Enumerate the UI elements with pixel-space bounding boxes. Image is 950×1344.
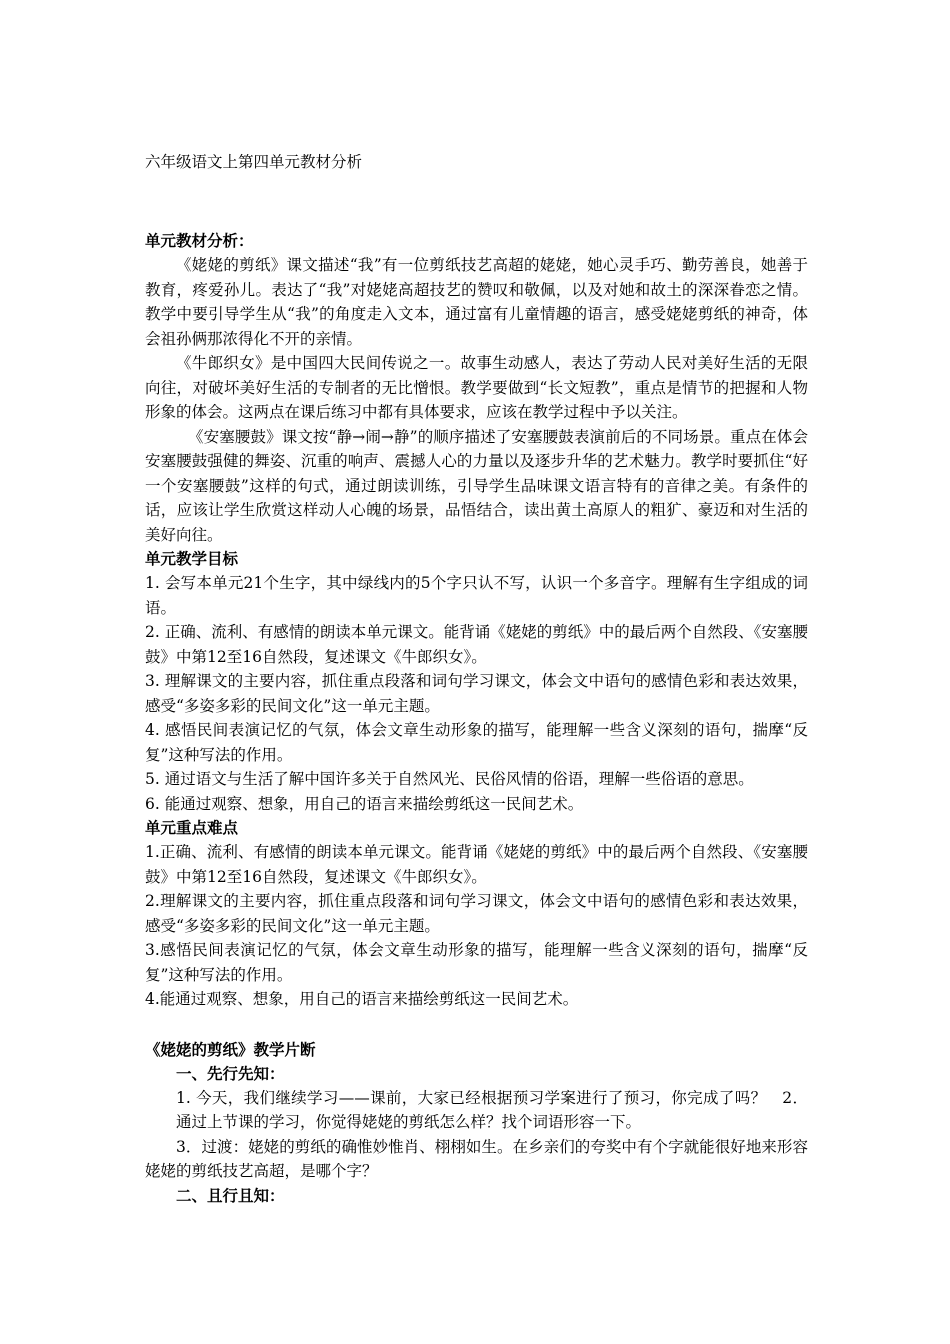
goal-item-6: 6. 能通过观察、想象，用自己的语言来描绘剪纸这一民间艺术。 — [145, 794, 584, 813]
goal-item-5: 5. 通过语文与生活了解中国许多关于自然风光、民俗风情的俗语，理解一些俗语的意思。 — [145, 770, 754, 788]
fragment-section-2: 二、且行且知： — [176, 1185, 285, 1205]
key-points-heading: 单元重点难点 — [145, 818, 239, 837]
fragment-heading: 《姥姥的剪纸》教学片断 — [145, 1039, 316, 1059]
key-point-item-2: 2.理解课文的主要内容，抓住重点段落和词句学习课文，体会文中语句的感情色彩和表达效果，感受“多姿多彩的民间文化”这一单元主题。 — [145, 892, 808, 935]
goal-item-3: 3. 理解课文的主要内容，抓住重点段落和词句学习课文，体会文中语句的感情色彩和表达效果，感受“多姿多彩的民间文化”这一单元主题。 — [145, 672, 808, 715]
key-point-item-4: 4.能通过观察、想象，用自己的语言来描绘剪纸这一民间艺术。 — [145, 990, 579, 1008]
goal-item-4: 4. 感悟民间表演记忆的气氛，体会文章生动形象的描写，能理解一些含义深刻的语句，揣摩“反复”这种写法的作用。 — [145, 721, 808, 764]
key-point-item-1: 1.正确、流利、有感情的朗读本单元课文。能背诵《姥姥的剪纸》中的最后两个自然段、《安塞腰鼓》中第12至16自然段，复述课文《牛郎织女》。 — [145, 843, 808, 886]
fragment-line-3: 3．过渡：姥姥的剪纸的确惟妙惟肖、栩栩如生。在乡亲们的夸奖中有个字就能很好地来形容姥姥的剪纸技艺高超，是哪个字？ — [145, 1137, 808, 1180]
document-title: 六年级语文上第四单元教材分析 — [145, 153, 363, 171]
document-body — [145, 147, 808, 1208]
goal-item-1: 1. 会写本单元21个生字，其中绿线内的5个字只认不写，认识一个多音字。理解有生字组成的词语。 — [145, 574, 808, 617]
fragment-section-1: 一、先行先知： — [176, 1063, 285, 1083]
fragment-line-1: 1. 今天，我们继续学习——课前，大家已经根据预习学案进行了预习，你完成了吗？ 2．通过上节课的学习，你觉得姥姥的剪纸怎么样？找个词语形容一下。 — [176, 1088, 808, 1131]
goals-heading: 单元教学目标 — [145, 549, 239, 568]
analysis-heading: 单元教材分析： — [145, 231, 254, 250]
spacer — [145, 1012, 808, 1038]
analysis-paragraph-3: 《安塞腰鼓》课文按“静→闹→静”的顺序描述了安塞腰鼓表演前后的不同场景。重点在体会安塞腰鼓强健的舞姿、沉重的响声、震撼人心的力量以及逐步升华的艺术魅力。教学时要抓住“好一个安塞腰鼓”这样的句式，通过朗读训练，引导学生品味课文语言特有的音律之美。有条件的话，应该让学生欣赏这样动人心魄的场景，品悟结合，读出黄土高原人的粗犷、豪迈和对生活的美好向往。 — [145, 427, 808, 544]
analysis-paragraph-1: 《姥姥的剪纸》课文描述“我”有一位剪纸技艺高超的姥姥，她心灵手巧、勤劳善良，她善于教育，疼爱孙儿。表达了“我”对姥姥高超技艺的赞叹和敬佩，以及对她和故土的深深眷恋之情。教学中要引导学生从“我”的角度走入文本，通过富有儿童情趣的语言，感受姥姥剪纸的神奇，体会祖孙俩那浓得化不开的亲情。 — [145, 256, 808, 348]
goal-item-2: 2. 正确、流利、有感情的朗读本单元课文。能背诵《姥姥的剪纸》中的最后两个自然段、《安塞腰鼓》中第12至16自然段，复述课文《牛郎织女》。 — [145, 623, 808, 666]
key-point-item-3: 3.感悟民间表演记忆的气氛，体会文章生动形象的描写，能理解一些含义深刻的语句，揣摩“反复”这种写法的作用。 — [145, 941, 808, 984]
analysis-paragraph-2: 《牛郎织女》是中国四大民间传说之一。故事生动感人，表达了劳动人民对美好生活的无限向往，对破坏美好生活的专制者的无比憎恨。教学要做到“长文短教”，重点是情节的把握和人物形象的体会。这两点在课后练习中都有具体要求，应该在教学过程中予以关注。 — [145, 354, 808, 421]
